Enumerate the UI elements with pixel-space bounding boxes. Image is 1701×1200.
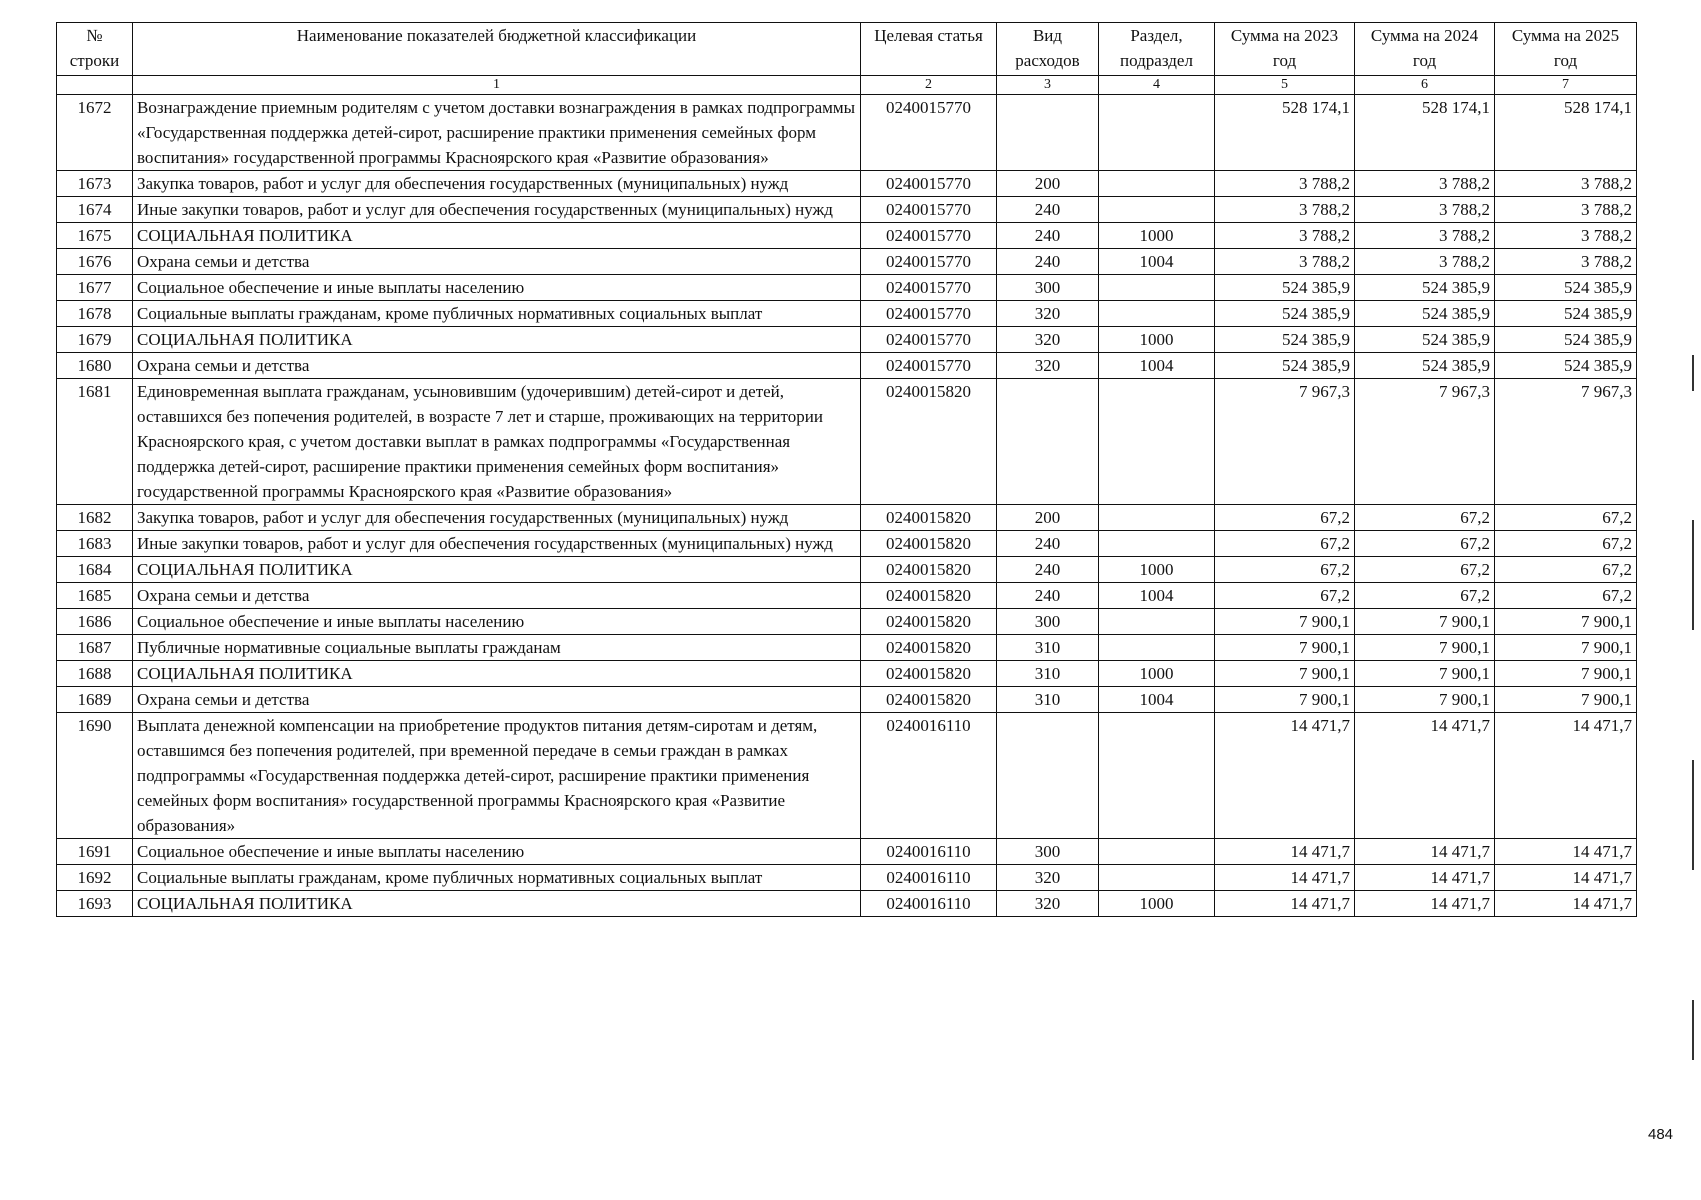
indicator-name: Социальные выплаты гражданам, кроме публичных нормативных социальных выплат — [133, 865, 861, 891]
sum-2024: 67,2 — [1355, 557, 1495, 583]
table-row — [57, 661, 1637, 687]
sum-2023: 67,2 — [1215, 557, 1355, 583]
sum-2024: 524 385,9 — [1355, 353, 1495, 379]
target-article: 0240016110 — [861, 891, 997, 917]
column-number: 6 — [1355, 76, 1495, 95]
row-number: 1672 — [57, 95, 133, 171]
table-row — [57, 609, 1637, 635]
expense-type: 240 — [997, 197, 1099, 223]
scan-edge-mark — [1692, 520, 1694, 630]
sum-2024: 14 471,7 — [1355, 891, 1495, 917]
section-code: 1000 — [1099, 557, 1215, 583]
sum-2025: 14 471,7 — [1495, 891, 1637, 917]
sum-2024: 7 967,3 — [1355, 379, 1495, 505]
section-code — [1099, 865, 1215, 891]
page-number: 484 — [1648, 1126, 1674, 1143]
expense-type: 320 — [997, 891, 1099, 917]
indicator-name: Социальные выплаты гражданам, кроме публичных нормативных социальных выплат — [133, 301, 861, 327]
sum-2025: 67,2 — [1495, 557, 1637, 583]
table-row — [57, 531, 1637, 557]
target-article: 0240015770 — [861, 197, 997, 223]
section-code: 1000 — [1099, 661, 1215, 687]
sum-2024: 528 174,1 — [1355, 95, 1495, 171]
row-number: 1684 — [57, 557, 133, 583]
sum-2024: 67,2 — [1355, 505, 1495, 531]
section-code — [1099, 197, 1215, 223]
table-row — [57, 379, 1637, 505]
column-number: 4 — [1099, 76, 1215, 95]
scan-edge-mark — [1692, 355, 1694, 391]
row-number: 1686 — [57, 609, 133, 635]
sum-2025: 524 385,9 — [1495, 275, 1637, 301]
expense-type: 320 — [997, 865, 1099, 891]
table-row — [57, 713, 1637, 839]
row-number: 1677 — [57, 275, 133, 301]
target-article: 0240016110 — [861, 865, 997, 891]
target-article: 0240015770 — [861, 275, 997, 301]
table-row — [57, 95, 1637, 171]
expense-type: 320 — [997, 353, 1099, 379]
row-number: 1690 — [57, 713, 133, 839]
sum-2024: 7 900,1 — [1355, 661, 1495, 687]
sum-2023: 67,2 — [1215, 583, 1355, 609]
indicator-name: Социальное обеспечение и иные выплаты населению — [133, 839, 861, 865]
table-row — [57, 687, 1637, 713]
scan-edge-mark — [1692, 760, 1694, 870]
column-number: 7 — [1495, 76, 1637, 95]
sum-2025: 3 788,2 — [1495, 223, 1637, 249]
header-sum-2023: Сумма на 2023 год — [1215, 23, 1355, 76]
sum-2025: 524 385,9 — [1495, 327, 1637, 353]
sum-2024: 7 900,1 — [1355, 635, 1495, 661]
header-indicator-name: Наименование показателей бюджетной классификации — [133, 23, 861, 76]
target-article: 0240015820 — [861, 635, 997, 661]
section-code — [1099, 379, 1215, 505]
indicator-name: Социальное обеспечение и иные выплаты населению — [133, 609, 861, 635]
sum-2023: 7 900,1 — [1215, 661, 1355, 687]
sum-2023: 524 385,9 — [1215, 275, 1355, 301]
section-code: 1000 — [1099, 891, 1215, 917]
row-number: 1676 — [57, 249, 133, 275]
row-number: 1693 — [57, 891, 133, 917]
header-sum-2025: Сумма на 2025 год — [1495, 23, 1637, 76]
table-row — [57, 275, 1637, 301]
sum-2023: 67,2 — [1215, 531, 1355, 557]
sum-2024: 7 900,1 — [1355, 687, 1495, 713]
sum-2024: 3 788,2 — [1355, 249, 1495, 275]
table-row — [57, 505, 1637, 531]
indicator-name: Вознаграждение приемным родителям с учетом доставки вознаграждения в рамках подпрограммы «Государственная поддержка детей-сирот, расширение практики применения семейных форм воспитания» государственной программы Красноярского края «Развитие образования» — [133, 95, 861, 171]
section-code: 1004 — [1099, 353, 1215, 379]
sum-2025: 3 788,2 — [1495, 197, 1637, 223]
target-article: 0240015770 — [861, 353, 997, 379]
table-row — [57, 327, 1637, 353]
section-code: 1000 — [1099, 327, 1215, 353]
sum-2023: 14 471,7 — [1215, 839, 1355, 865]
sum-2023: 3 788,2 — [1215, 197, 1355, 223]
row-number: 1681 — [57, 379, 133, 505]
sum-2024: 3 788,2 — [1355, 223, 1495, 249]
sum-2023: 14 471,7 — [1215, 891, 1355, 917]
sum-2025: 524 385,9 — [1495, 353, 1637, 379]
expense-type — [997, 95, 1099, 171]
column-number: 1 — [133, 76, 861, 95]
table-row — [57, 171, 1637, 197]
header-sum-2024: Сумма на 2024 год — [1355, 23, 1495, 76]
sum-2023: 528 174,1 — [1215, 95, 1355, 171]
expense-type: 320 — [997, 301, 1099, 327]
column-number: 2 — [861, 76, 997, 95]
header-expense-type: Вид расходов — [997, 23, 1099, 76]
indicator-name: Иные закупки товаров, работ и услуг для обеспечения государственных (муниципальных) нужд — [133, 197, 861, 223]
section-code — [1099, 301, 1215, 327]
section-code — [1099, 609, 1215, 635]
expense-type: 240 — [997, 223, 1099, 249]
header-row-number: № строки — [57, 23, 133, 76]
section-code — [1099, 713, 1215, 839]
section-code — [1099, 635, 1215, 661]
scan-edge-mark — [1692, 1000, 1694, 1060]
target-article: 0240015820 — [861, 531, 997, 557]
table-row — [57, 583, 1637, 609]
table-row — [57, 301, 1637, 327]
target-article: 0240015820 — [861, 583, 997, 609]
header-target-article: Целевая статья — [861, 23, 997, 76]
table-row — [57, 197, 1637, 223]
target-article: 0240015820 — [861, 557, 997, 583]
budget-table — [56, 22, 1637, 917]
sum-2025: 7 900,1 — [1495, 609, 1637, 635]
section-code — [1099, 505, 1215, 531]
table-row — [57, 223, 1637, 249]
indicator-name: Публичные нормативные социальные выплаты гражданам — [133, 635, 861, 661]
target-article: 0240015770 — [861, 249, 997, 275]
expense-type: 310 — [997, 635, 1099, 661]
row-number: 1683 — [57, 531, 133, 557]
sum-2025: 524 385,9 — [1495, 301, 1637, 327]
sum-2025: 14 471,7 — [1495, 713, 1637, 839]
sum-2024: 3 788,2 — [1355, 197, 1495, 223]
sum-2025: 14 471,7 — [1495, 865, 1637, 891]
target-article: 0240015770 — [861, 223, 997, 249]
section-code: 1004 — [1099, 583, 1215, 609]
sum-2025: 67,2 — [1495, 583, 1637, 609]
expense-type: 300 — [997, 839, 1099, 865]
sum-2024: 524 385,9 — [1355, 301, 1495, 327]
expense-type: 200 — [997, 505, 1099, 531]
indicator-name: Закупка товаров, работ и услуг для обеспечения государственных (муниципальных) нужд — [133, 505, 861, 531]
sum-2025: 67,2 — [1495, 505, 1637, 531]
row-number: 1673 — [57, 171, 133, 197]
sum-2023: 524 385,9 — [1215, 301, 1355, 327]
sum-2023: 524 385,9 — [1215, 353, 1355, 379]
table-row — [57, 839, 1637, 865]
indicator-name: СОЦИАЛЬНАЯ ПОЛИТИКА — [133, 661, 861, 687]
row-number: 1687 — [57, 635, 133, 661]
sum-2023: 3 788,2 — [1215, 171, 1355, 197]
expense-type: 310 — [997, 661, 1099, 687]
indicator-name: СОЦИАЛЬНАЯ ПОЛИТИКА — [133, 327, 861, 353]
row-number: 1680 — [57, 353, 133, 379]
sum-2024: 7 900,1 — [1355, 609, 1495, 635]
column-number: 3 — [997, 76, 1099, 95]
row-number: 1678 — [57, 301, 133, 327]
table-row — [57, 557, 1637, 583]
sum-2025: 528 174,1 — [1495, 95, 1637, 171]
section-code — [1099, 275, 1215, 301]
table-row — [57, 865, 1637, 891]
indicator-name: СОЦИАЛЬНАЯ ПОЛИТИКА — [133, 557, 861, 583]
sum-2023: 7 900,1 — [1215, 635, 1355, 661]
column-number: 5 — [1215, 76, 1355, 95]
sum-2024: 524 385,9 — [1355, 275, 1495, 301]
indicator-name: СОЦИАЛЬНАЯ ПОЛИТИКА — [133, 223, 861, 249]
sum-2023: 7 967,3 — [1215, 379, 1355, 505]
indicator-name: Охрана семьи и детства — [133, 249, 861, 275]
sum-2025: 7 900,1 — [1495, 661, 1637, 687]
row-number: 1688 — [57, 661, 133, 687]
row-number: 1691 — [57, 839, 133, 865]
sum-2024: 14 471,7 — [1355, 713, 1495, 839]
sum-2024: 14 471,7 — [1355, 865, 1495, 891]
target-article: 0240015820 — [861, 661, 997, 687]
sum-2025: 14 471,7 — [1495, 839, 1637, 865]
sum-2024: 67,2 — [1355, 531, 1495, 557]
section-code — [1099, 171, 1215, 197]
row-number: 1675 — [57, 223, 133, 249]
sum-2025: 7 900,1 — [1495, 635, 1637, 661]
target-article: 0240016110 — [861, 713, 997, 839]
expense-type — [997, 713, 1099, 839]
section-code — [1099, 839, 1215, 865]
sum-2025: 67,2 — [1495, 531, 1637, 557]
row-number: 1692 — [57, 865, 133, 891]
row-number: 1682 — [57, 505, 133, 531]
table-row — [57, 635, 1637, 661]
sum-2023: 14 471,7 — [1215, 865, 1355, 891]
expense-type: 240 — [997, 557, 1099, 583]
row-number: 1689 — [57, 687, 133, 713]
section-code: 1004 — [1099, 687, 1215, 713]
target-article: 0240015820 — [861, 505, 997, 531]
indicator-name: Закупка товаров, работ и услуг для обеспечения государственных (муниципальных) нужд — [133, 171, 861, 197]
target-article: 0240016110 — [861, 839, 997, 865]
table-row — [57, 891, 1637, 917]
target-article: 0240015820 — [861, 609, 997, 635]
expense-type: 320 — [997, 327, 1099, 353]
column-number-row — [57, 76, 1637, 95]
sum-2024: 67,2 — [1355, 583, 1495, 609]
table-row — [57, 249, 1637, 275]
row-number: 1674 — [57, 197, 133, 223]
indicator-name: Выплата денежной компенсации на приобретение продуктов питания детям-сиротам и детям, оставшимся без попечения родителей, при временной передаче в семьи граждан в рамках подпрограммы «Государственная поддержка детей-сирот, расширение практики применения семейных форм воспитания» государственной программы Красноярского края «Развитие образования» — [133, 713, 861, 839]
expense-type: 240 — [997, 531, 1099, 557]
indicator-name: Единовременная выплата гражданам, усыновившим (удочерившим) детей-сирот и детей, оставшихся без попечения родителей, в возрасте 7 лет и старше, проживающих на территории Красноярского края, с учетом доставки выплат в рамках подпрограммы «Государственная поддержка детей-сирот, расширение практики применения семейных форм воспитания» государственной программы Красноярского края «Развитие образования» — [133, 379, 861, 505]
table-row — [57, 353, 1637, 379]
section-code: 1004 — [1099, 249, 1215, 275]
sum-2024: 3 788,2 — [1355, 171, 1495, 197]
target-article: 0240015770 — [861, 327, 997, 353]
column-number — [57, 76, 133, 95]
table-body — [57, 95, 1637, 917]
indicator-name: Иные закупки товаров, работ и услуг для обеспечения государственных (муниципальных) нужд — [133, 531, 861, 557]
indicator-name: Охрана семьи и детства — [133, 353, 861, 379]
sum-2024: 14 471,7 — [1355, 839, 1495, 865]
section-code: 1000 — [1099, 223, 1215, 249]
target-article: 0240015770 — [861, 95, 997, 171]
target-article: 0240015770 — [861, 301, 997, 327]
target-article: 0240015820 — [861, 687, 997, 713]
indicator-name: Охрана семьи и детства — [133, 687, 861, 713]
expense-type: 300 — [997, 275, 1099, 301]
sum-2025: 7 900,1 — [1495, 687, 1637, 713]
sum-2025: 3 788,2 — [1495, 171, 1637, 197]
indicator-name: СОЦИАЛЬНАЯ ПОЛИТИКА — [133, 891, 861, 917]
target-article: 0240015770 — [861, 171, 997, 197]
expense-type: 240 — [997, 249, 1099, 275]
sum-2023: 3 788,2 — [1215, 249, 1355, 275]
section-code — [1099, 95, 1215, 171]
expense-type: 200 — [997, 171, 1099, 197]
expense-type: 240 — [997, 583, 1099, 609]
sum-2025: 3 788,2 — [1495, 249, 1637, 275]
row-number: 1685 — [57, 583, 133, 609]
target-article: 0240015820 — [861, 379, 997, 505]
sum-2023: 7 900,1 — [1215, 609, 1355, 635]
header-section: Раздел, подраздел — [1099, 23, 1215, 76]
row-number: 1679 — [57, 327, 133, 353]
indicator-name: Социальное обеспечение и иные выплаты населению — [133, 275, 861, 301]
expense-type: 310 — [997, 687, 1099, 713]
sum-2023: 3 788,2 — [1215, 223, 1355, 249]
section-code — [1099, 531, 1215, 557]
sum-2024: 524 385,9 — [1355, 327, 1495, 353]
expense-type — [997, 379, 1099, 505]
expense-type: 300 — [997, 609, 1099, 635]
sum-2023: 67,2 — [1215, 505, 1355, 531]
sum-2025: 7 967,3 — [1495, 379, 1637, 505]
table-header-row — [57, 23, 1637, 76]
sum-2023: 14 471,7 — [1215, 713, 1355, 839]
indicator-name: Охрана семьи и детства — [133, 583, 861, 609]
sum-2023: 7 900,1 — [1215, 687, 1355, 713]
sum-2023: 524 385,9 — [1215, 327, 1355, 353]
